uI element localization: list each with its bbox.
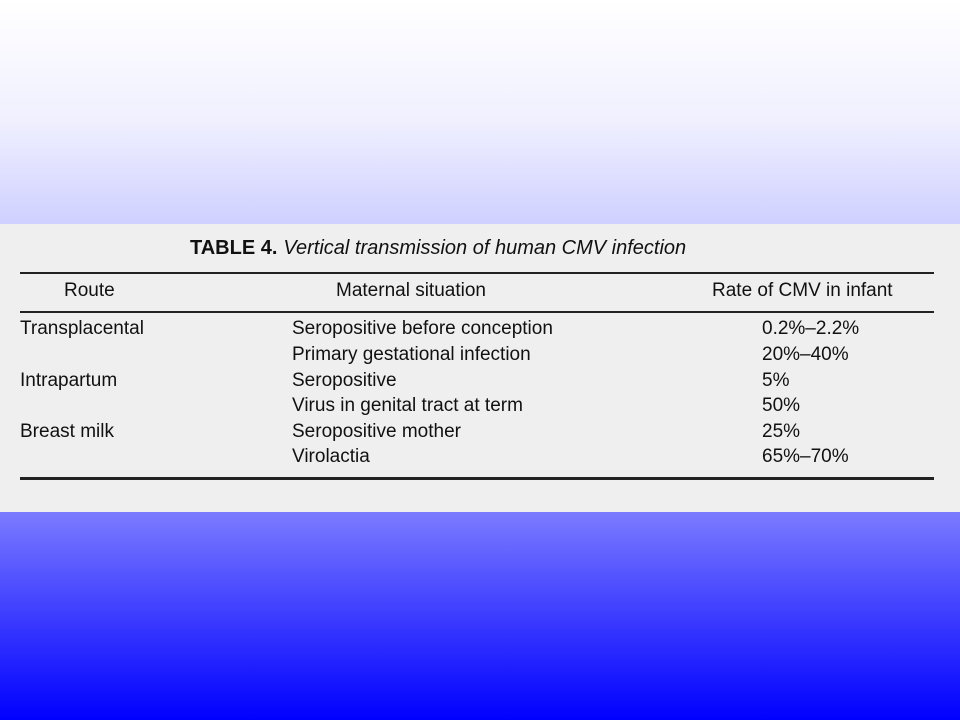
- table-caption-label: TABLE 4.: [190, 237, 278, 259]
- row-3-route: Intrapartum: [20, 370, 118, 391]
- table-panel: [0, 224, 960, 512]
- table-bottom-rule: [20, 477, 934, 480]
- row-3-maternal: Seropositive: [292, 370, 397, 391]
- row-2-maternal: Primary gestational infection: [292, 344, 531, 365]
- row-6-maternal: Virolactia: [292, 446, 370, 467]
- row-5-rate: 25%: [762, 421, 801, 442]
- row-5-route: Breast milk: [20, 421, 114, 442]
- row-3-rate: 5%: [762, 370, 790, 391]
- row-1-route: Transplacental: [20, 318, 144, 339]
- table-top-rule: [20, 272, 934, 274]
- table-header-rule: [20, 311, 934, 313]
- header-rate: Rate of CMV in infant: [712, 280, 893, 301]
- table-caption: [190, 237, 686, 260]
- row-1-rate: 0.2%–2.2%: [762, 318, 860, 339]
- header-route: Route: [64, 280, 115, 301]
- row-4-maternal: Virus in genital tract at term: [292, 395, 523, 416]
- table-caption-text: Vertical transmission of human CMV infection: [283, 237, 687, 259]
- row-4-rate: 50%: [762, 395, 801, 416]
- header-maternal-situation: Maternal situation: [336, 280, 486, 301]
- row-5-maternal: Seropositive mother: [292, 421, 461, 442]
- row-1-maternal: Seropositive before conception: [292, 318, 553, 339]
- row-6-rate: 65%–70%: [762, 446, 849, 467]
- row-2-rate: 20%–40%: [762, 344, 849, 365]
